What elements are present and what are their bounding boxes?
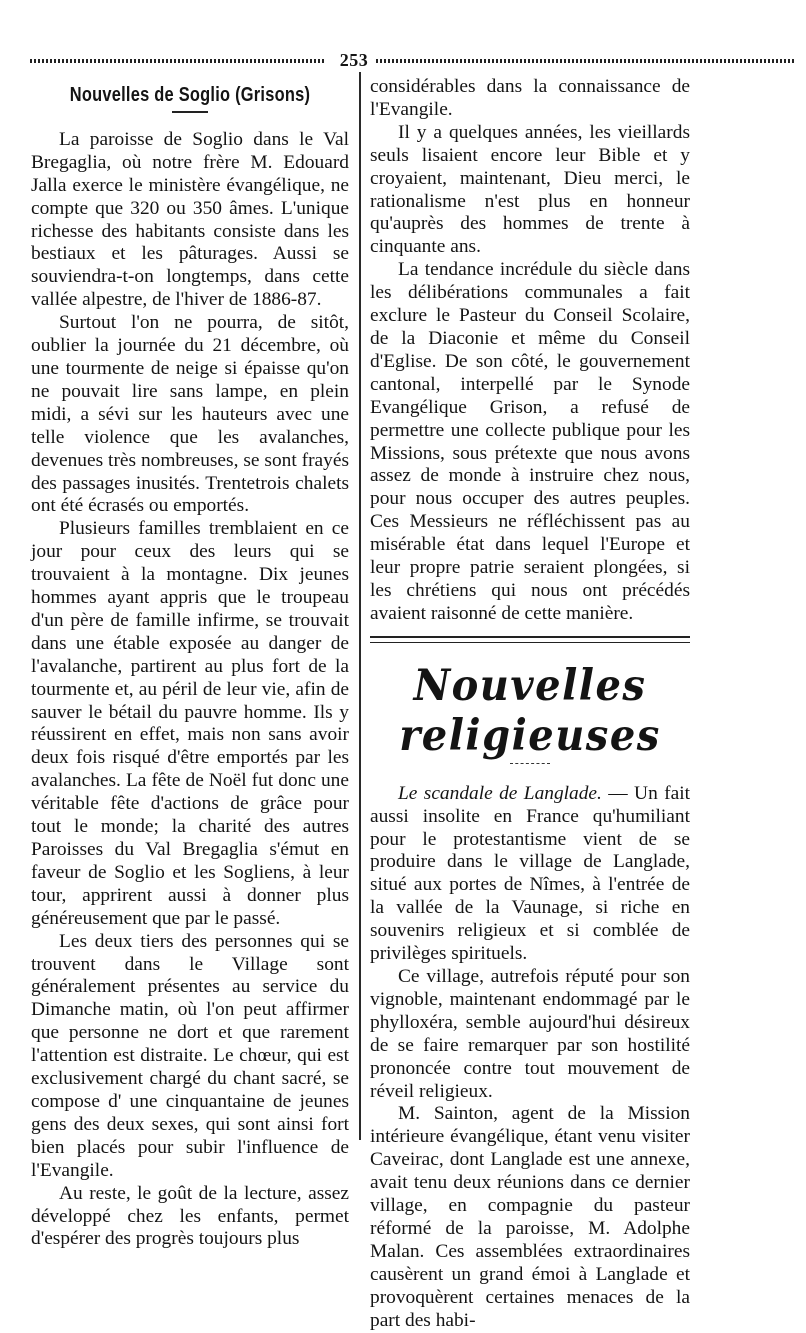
article-paragraph-langlade <box>370 783 690 966</box>
title-underline <box>172 111 208 113</box>
paragraph: La paroisse de Soglio dans le Val Bregaglia, où notre frère M. Edouard Jalla exerce le ministère évangélique, ne compte que 320 ou 350 âmes. L'unique richesse des habitants consiste dans les bestiaux et les pâturages. Aussi se souviendra-t-on longtemps, dans cette vallée alpestre, de l'hiver de 1886-87. <box>31 128 349 311</box>
header-rule-left <box>30 59 326 63</box>
paragraph: Les deux tiers des personnes qui se trouvent dans le Village sont généralement présentes au service du Dimanche matin, où l'on peut affirmer que personne ne dort et que rarement l'attention est distraite. Le chœur, qui est exclusivement chargé du chant sacré, se compose d' une cinquantaine de jeunes gens des deux sexes, qui sont ainsi fort bien placés pour subir l'influence de l'Evangile. <box>31 930 349 1181</box>
paragraph: Plusieurs familles tremblaient en ce jour pour ceux des leurs qui se trouvaient à la montagne. Dix jeunes hommes ayant appris que le troupeau d'un père de famille infirme, se trouvait dans une étable exposée au danger de l'avalanche, partirent au plus fort de la tourmente et, au péril de leur vie, afin de sauver le bétail du pauvre homme. Ils y réussirent en effet, mais non sans avoir deux fois risqué d'être emportés par les avalanches. La fête de Noël fut donc une véritable fête d'actions de grâce pour tout le monde; la charité des autres Paroisses du Val Bregaglia s'émut en faveur de Soglio et les Sogliens, à leur tour, apprirent aussi à donner plus généreusement que par le passé. <box>31 518 349 929</box>
page-number: 253 <box>339 50 369 70</box>
paragraph-continuation: considérables dans la connaissance de l'Evangile. <box>370 76 690 120</box>
paragraph: Au reste, le goût de la lecture, assez développé chez les enfants, permet d'espérer des progrès toujours plus <box>31 1182 349 1250</box>
right-column <box>370 76 690 1333</box>
header-rule-right <box>376 59 796 63</box>
column-divider <box>359 72 361 1140</box>
article-title-soglio: Nouvelles de Soglio (Grisons) <box>69 84 311 106</box>
paragraph: Ce village, autrefois réputé pour son vignoble, maintenant endommagé par le phylloxéra, semble aujourd'hui désireux de se faire remarquer par son hostilité prononcée contre tout mouvement de réveil religieux. <box>370 966 690 1102</box>
article-lead-text: — Un fait aussi insolite en France qu'humiliant pour le protestantisme vient de se produire dans le village de Langlade, situé aux portes de Nîmes, à l'entrée de la vallée de la Vaunage, si riche en souvenirs religieux et si comblée de privilèges spirituels. <box>370 782 690 965</box>
section-separator <box>370 636 690 643</box>
left-column <box>31 76 349 1251</box>
section-title-nouvelles-religieuses: Nouvelles religieuses <box>399 659 661 761</box>
title-underline <box>510 763 550 765</box>
paragraph: Il y a quelques années, les vieillards seuls lisaient encore leur Bible et y croyaient, maintenant, Dieu merci, le rationalisme n'est plus en honneur qu'auprès des hommes de trente à cinquante ans. <box>370 121 690 258</box>
paragraph: La tendance incrédule du siècle dans les délibérations communales a fait exclure le Pasteur du Conseil Scolaire, de la Diaconie et même du Conseil d'Eglise. De son côté, le gouvernement cantonal, interpellé par le Synode Evangélique Grison, a refusé de permettre une collecte publique pour les Missions, sous prétexte que nous avons assez de monde à instruire chez nous, pour nous occuper des autres peuples. Ces Messieurs ne réfléchissent pas au misérable état dans lequel l'Europe et leur propre patrie seraient plongées, si les chrétiens qui nous ont précédés avaient raisonné de cette manière. <box>370 259 690 624</box>
page-header <box>30 50 796 70</box>
paragraph: M. Sainton, agent de la Mission intérieure évangélique, étant venu visiter Caveirac, dont Langlade est une annexe, avait tenu deux réunions dans ce dernier village, en compagnie du pasteur réformé de la paroisse, M. Adolphe Malan. Ces assemblées extraordinaires causèrent un grand émoi à Langlade et provoquèrent certaines menaces de la part des habi- <box>370 1103 690 1331</box>
paragraph: Surtout l'on ne pourra, de sitôt, oublier la journée du 21 décembre, où une tourmente de neige si épaisse qu'on ne pouvait lire sans lampe, en plein midi, a sévi sur les hauteurs avec une telle violence que les avalanches, devenues très nombreuses, se sont frayés des passages inusités. Trentetrois chalets ont été écrasés ou emportés. <box>31 312 349 517</box>
article-lead: Le scandale de Langlade. <box>398 782 602 804</box>
